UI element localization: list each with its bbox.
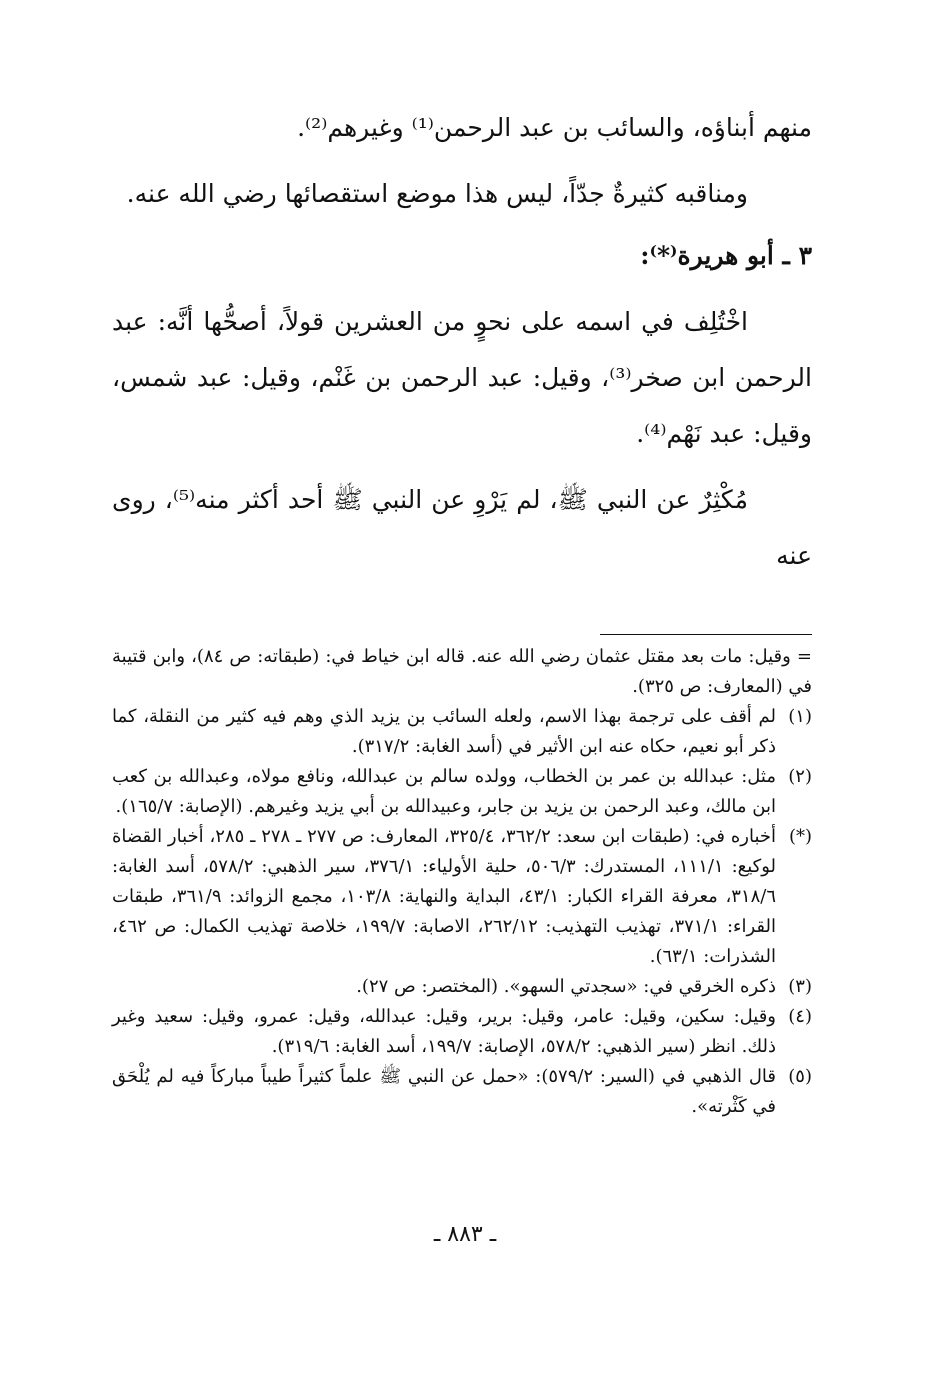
footnote — [112, 1062, 812, 1122]
section-heading: ٣ ـ أبو هريرة⁽*⁾: — [640, 241, 812, 270]
page-number: ـ ٨٨٣ ـ — [433, 1222, 497, 1247]
footnote-marker: (٣) — [788, 976, 812, 997]
text-line: ومناقبه كثيرةٌ جدّاً، ليس هذا موضع استقصائها رضي الله عنه. — [126, 179, 748, 208]
footnote — [112, 762, 812, 822]
footnote-text: ذكره الخرقي في: «سجدتي السهو». (المختصر: ص ٢٧). — [356, 976, 776, 997]
footnote — [112, 702, 812, 762]
footnote-marker: (١) — [788, 706, 812, 727]
footnote-marker: (٥) — [788, 1066, 812, 1087]
main-text — [112, 100, 812, 584]
footnote-marker: (٤) — [788, 1006, 812, 1027]
paragraph: اخْتُلِف في اسمه على نحوٍ من العشرين قولاً، أصحُّها أنَّه: عبد الرحمن ابن صخر⁽³⁾، وقيل: عبد الرحمن بن غَنْم، وقيل: عبد شمس، وقيل: عبد نَهْم⁽⁴⁾. — [112, 307, 812, 448]
footnote-text: قال الذهبي في (السير: ٥٧٩/٢): «حمل عن النبي ﷺ علماً كثيراً طيباً مباركاً فيه لم يُلْحَق في كَثْرته». — [112, 1066, 776, 1117]
footnote-marker: (٢) — [788, 766, 812, 787]
footnote-text: لم أقف على ترجمة بهذا الاسم، ولعله السائب بن يزيد الذي وهم فيه كثير من النقلة، كما ذكر أبو نعيم، حكاه عنه ابن الأثير في (أسد الغابة: ٣١٧/٢). — [112, 706, 776, 757]
footnote — [112, 1002, 812, 1062]
footnote-divider — [600, 634, 812, 635]
footnote-marker: (*) — [788, 826, 812, 847]
paragraph: مُكْثِرٌ عن النبي ﷺ، لم يَرْوِ عن النبي ﷺ أحد أكثر منه⁽⁵⁾، روى عنه — [112, 485, 812, 570]
footnote-text: وقيل: سكين، وقيل: عامر، وقيل: برير، وقيل: عبدالله، وقيل: عمرو، وقيل: سعيد وغير ذلك. انظر (سير الذهبي: ٥٧٨/٢، الإصابة: ١٩٩/٧، أسد الغابة: ٣١٩/٦). — [112, 1006, 776, 1057]
footnote-text: = وقيل: مات بعد مقتل عثمان رضي الله عنه. قاله ابن خياط في: (طبقاته: ص ٨٤)، وابن قتيبة في (المعارف: ص ٣٢٥). — [112, 646, 812, 697]
footnote-text: مثل: عبدالله بن عمر بن الخطاب، وولده سالم بن عبدالله، ونافع مولاه، وعبدالله بن كعب ابن مالك، وعبد الرحمن بن يزيد بن جابر، وعبيدالله بن أبي يزيد وغيرهم. (الإصابة: ١٦٥/٧). — [112, 766, 776, 817]
footnote — [112, 822, 812, 972]
footnote-continuation — [112, 642, 812, 702]
text-line: منهم أبناؤه، والسائب بن عبد الرحمن⁽¹⁾ وغيرهم⁽²⁾. — [297, 113, 812, 142]
footnote-text: أخباره في: (طبقات ابن سعد: ٣٦٢/٢، ٣٢٥/٤، المعارف: ص ٢٧٧ ـ ٢٧٨ ـ ٢٨٥، أخبار القضاة لوكيع: ١١١/١، المستدرك: ٥٠٦/٣، حلية الأولياء: ٣٧٦/١، سير الذهبي: ٥٧٨/٢، أسد الغابة: ٣١٨/٦، معرفة القراء الكبار: ٤٣/١، البداية والنهاية: ١٠٣/٨، مجمع الزوائد: ٣٦١/٩، طبقات القراء: ٣٧١/١، تهذيب التهذيب: ٢٦٢/١٢، الاصابة: ١٩٩/٧، خلاصة تهذيب الكمال: ص ٤٦٢، الشذرات: ٦٣/١). — [112, 826, 777, 967]
footnotes — [112, 642, 812, 1122]
footnote — [112, 972, 812, 1002]
